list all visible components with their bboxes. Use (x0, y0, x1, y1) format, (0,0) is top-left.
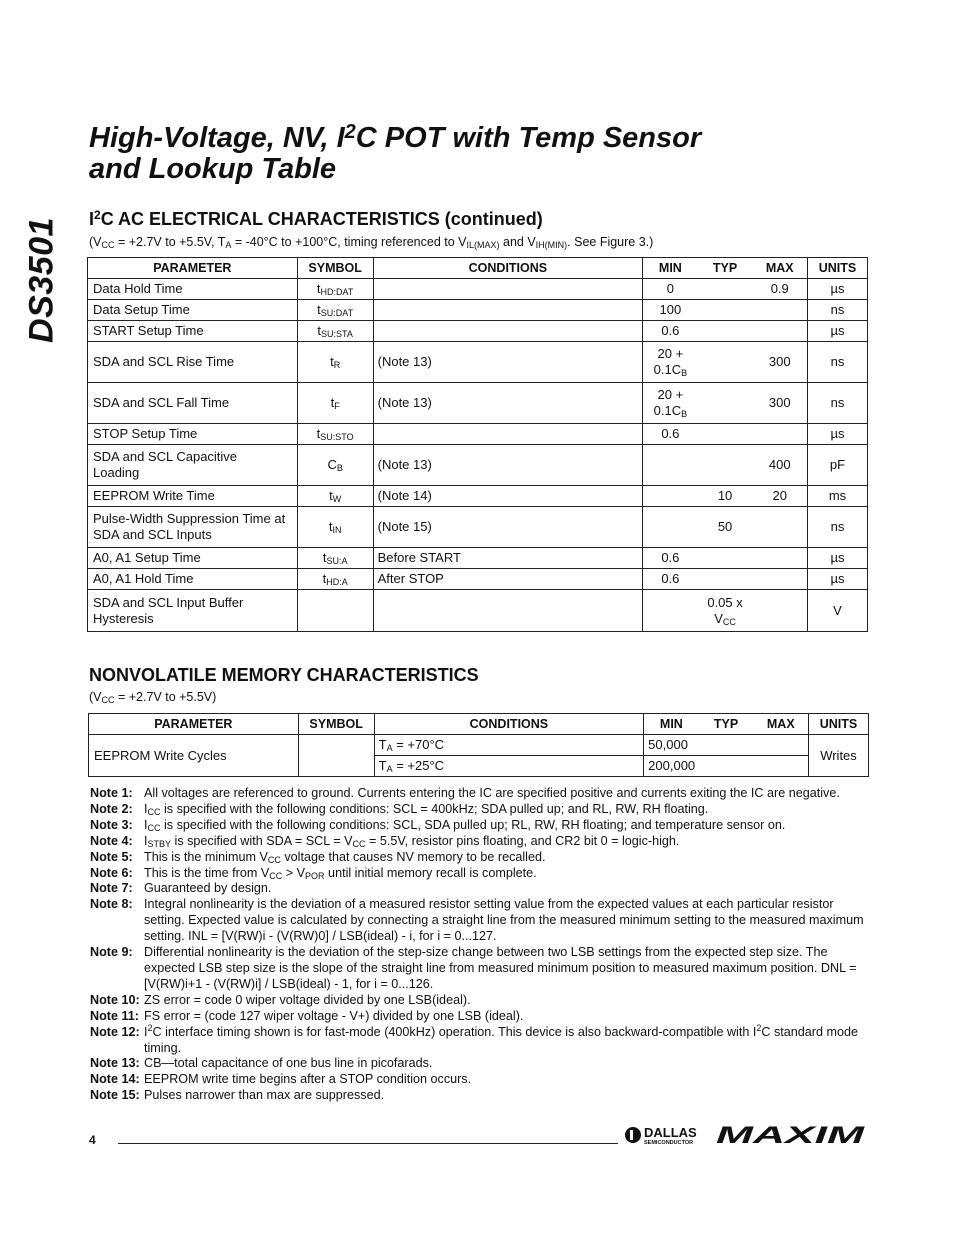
section-conditions-ac: ($V_{CC} = +2.7V$ to +5.5V, $T_A = -40^\circ C$ to +100°C, timing referenced to $V_{IL(MAX)}$ and $V_{IH(MIN)}$. See Figure 3.) (89, 235, 654, 250)
list-item: Note 8: Integral nonlinearity is the deviation of a measured resistor setting value from the expected values at each particular resistor setting. Expected value is calculated by connecting a straight line from the measured minimum setting to the measured maximum setting. INL = [V(RW)i - (V(RW)0] / LSB(ideal) - i, for i = 0...127. (90, 897, 864, 944)
col-max: MAX (753, 258, 808, 279)
col-parameter: PARAMETER (88, 258, 298, 279)
page-title: High-Voltage, NV, $I^2C$ POT with Temp Sensor and Lookup Table (89, 121, 702, 185)
svg-text:SEMICONDUCTOR: SEMICONDUCTOR (644, 1140, 694, 1146)
table-row: STOP Setup Time $t_{SU:STO}$ 0.6 µs (88, 424, 868, 445)
page-number: 4 (89, 1133, 96, 1147)
table-row: A0, A1 Hold Time $t_{HD:A}$ After STOP 0.6 µs (88, 569, 868, 590)
section-heading-ac: $I^2C$ AC ELECTRICAL CHARACTERISTICS (continued) (89, 208, 543, 229)
table-row: Data Hold Time $t_{HD:DAT}$ 0 0.9 µs (88, 279, 868, 300)
list-item: Note 7: Guaranteed by design. (90, 881, 272, 896)
list-item: Note 5: This is the minimum $V_{CC}$ voltage that causes NV memory to be recalled. (90, 849, 546, 865)
table-header-row: PARAMETER SYMBOL CONDITIONS MIN TYP MAX UNITS (89, 714, 869, 735)
svg-text:MAXIM: MAXIM (716, 1124, 866, 1146)
table-row: Data Setup Time $t_{SU:DAT}$ 100 ns (88, 300, 868, 321)
table-row: SDA and SCL Input Buffer Hysteresis 0.05 x $V_{CC}$ V (88, 590, 868, 632)
list-item: Note 11: FS error = (code 127 wiper voltage - V+) divided by one LSB (ideal). (90, 1008, 524, 1023)
list-item: Note 10: ZS error = code 0 wiper voltage divided by one LSB(ideal). (90, 992, 471, 1007)
list-item: Note 12: $I^2C$ interface timing shown is for fast-mode (400kHz) operation. This device is also backward-compatible with $I^2C$ standard mode timing. (90, 1022, 858, 1055)
table-row: SDA and SCL Rise Time $t_R$ (Note 13) 20 + $0.1C_B$ 300 ns (88, 342, 868, 383)
col-units: UNITS (807, 258, 867, 279)
nv-memory-table (88, 713, 869, 777)
footer-rule (118, 1143, 618, 1144)
table-header-row (88, 258, 868, 279)
table-row: $T_A = +25^\circ C$ 200,000 (89, 756, 869, 777)
list-item: Note 15: Pulses narrower than max are suppressed. (90, 1088, 385, 1103)
table-row: EEPROM Write Cycles $T_A = +70^\circ C$ 50,000 Writes (89, 735, 869, 756)
list-item: Note 13: CB—total capacitance of one bus line in picofarads. (90, 1056, 433, 1071)
col-min: MIN (643, 258, 698, 279)
list-item: Note 6: This is the time from $V_{CC} > V_{POR}$ until initial memory recall is complete. (90, 865, 537, 881)
svg-text:DALLAS: DALLAS (644, 1125, 697, 1140)
maxim-logo (716, 1124, 866, 1146)
list-item: Note 1: All voltages are referenced to ground. Currents entering the IC are specified positive and currents exiting the IC are negative. (90, 786, 840, 800)
list-item: Note 9: Differential nonlinearity is the deviation of the step-size change between two LSB settings from the expected step size. The expected LSB step size is the slope of the straight line from measured minimum position to measured maximum position. DNL = [V(RW)i+1 - (V(RW)i] / LSB(ideal) - 1, for i = 0...126. (90, 945, 857, 991)
notes-list (90, 786, 868, 1104)
section-heading-nv: NONVOLATILE MEMORY CHARACTERISTICS (89, 665, 479, 685)
table-row: Pulse-Width Suppression Time at SDA and SCL Inputs $t_{IN}$ (Note 15) 50 ns (88, 507, 868, 548)
list-item: Note 4: $I_{STBY}$ is specified with SDA = SCL = $V_{CC} = 5.5V$, resistor pins floating, and CR2 bit 0 = logic-high. (90, 833, 680, 849)
side-part-label: DS3501 (22, 217, 61, 343)
ac-characteristics-table (87, 257, 868, 632)
list-item: Note 3: $I_{CC}$ is specified with the following conditions: SCL, SDA pulled up; RL, RW, RH floating; and temperature sensor on. (90, 817, 786, 833)
col-typ: TYP (698, 258, 753, 279)
list-item: Note 14: EEPROM write time begins after a STOP condition occurs. (90, 1072, 472, 1087)
table-row: EEPROM Write Time $t_W$ (Note 14) 10 20 ms (88, 486, 868, 507)
col-symbol: SYMBOL (297, 258, 373, 279)
section-conditions-nv: ($V_{CC} = +2.7V$ to +5.5V) (89, 690, 217, 705)
table-row: SDA and SCL Capacitive Loading $C_B$ (Note 13) 400 pF (88, 445, 868, 486)
table-row: A0, A1 Setup Time $t_{SU:A}$ Before START 0.6 µs (88, 548, 868, 569)
table-row: SDA and SCL Fall Time $t_F$ (Note 13) 20 + $0.1C_B$ 300 ns (88, 383, 868, 424)
table-row: START Setup Time $t_{SU:STA}$ 0.6 µs (88, 321, 868, 342)
list-item: Note 2: $I_{CC}$ is specified with the following conditions: SCL = 400kHz; SDA pulled up; and RL, RW, RH floating. (90, 801, 709, 817)
dallas-logo (624, 1124, 714, 1146)
col-conditions: CONDITIONS (373, 258, 643, 279)
